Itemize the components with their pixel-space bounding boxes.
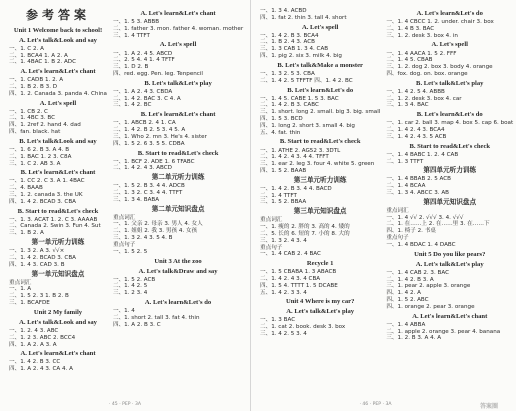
answer-line: 三、1. B 2. A	[9, 230, 44, 237]
section-heading: Unit 3 At the zoo	[154, 257, 202, 265]
answer-line: 一、1. 5 3. ABBB	[112, 19, 160, 26]
right-page-column-2	[383, 8, 516, 401]
answer-line: 一、1. 4 BDAC 1. 4 DABC	[386, 241, 456, 248]
answer-line: 二、1. BCA4 1. A 2. A	[9, 52, 68, 59]
answer-line: 四、fox. dog. on. box. orange	[386, 70, 468, 77]
answer-line: 一、1. 3 4. ACBD	[260, 8, 307, 14]
answer-line: 一、1. 瘦的 2. 胖的 3. 高的 4. 矮的	[260, 224, 350, 231]
answer-line: 二、1. 4 2. 5 TFFTF 四、1. 4 2. BC	[260, 77, 353, 84]
answer-line: 一、1. A 2. 4 5. ABCD	[112, 50, 173, 57]
answer-line: 二、1. 4 2. B 3. CABC	[260, 102, 319, 109]
answer-line: 一、1. ABCB 2. 4 1. CA	[112, 120, 176, 127]
answer-line: 三、1. 4 2. 5 3. 4	[260, 331, 307, 338]
page-footer: · 46 · PEP · 3A	[359, 402, 392, 408]
answer-line: 二、1. 4 2. B 3. A	[386, 276, 434, 283]
answer-line: 四、1. long 2. short 3. small 4. big	[260, 122, 355, 129]
answer-line: 一、1. 4 2. B 3. CC	[9, 359, 61, 366]
answer-line: 三、1. pear 2. apple 3. orange	[386, 283, 471, 290]
section-heading: B. Start to read&Let's check	[137, 149, 219, 157]
answer-line: 四、1. 4 2. A	[386, 290, 421, 297]
answer-line: 三、1. 3 4. BAC	[386, 102, 429, 109]
right-page-column-1	[257, 8, 383, 401]
answer-line: 二、1. 4 2. 5	[112, 283, 148, 290]
section-heading: A. Let's learn&Let's chant	[20, 68, 96, 76]
section-heading: B. Let's talk&Make a monster	[277, 61, 363, 69]
answer-line: 二、1. 5 2. 3 1. B 2. B	[9, 293, 69, 300]
answer-line: 二、2. 5 4. 4 1. 4 TFTF	[112, 57, 175, 64]
answer-line: 二、1. 4 2. BAC 3. C 4. A	[112, 95, 181, 102]
answer-line: 一、1. 父亲 2. 母亲 3. 男人 4. 女人	[112, 221, 203, 228]
answer-line: 四、1. A 2. A 3. A	[9, 341, 57, 348]
answer-line: 四、1. A 2. 4 3. CA 4. A	[9, 366, 73, 373]
answer-line: 四、1. pig 2. six 3. milk 4. big	[260, 53, 342, 60]
answer-line: 一、1. 3. ACAT 1. 2. C 3. AAAAB	[9, 216, 98, 223]
section-heading: B. Start to read&Let's check	[279, 138, 361, 146]
section-heading: 第二单元听力训练	[151, 174, 205, 182]
answer-line: 三、1. 4 TTFT	[112, 32, 150, 39]
answer-line: 一、1. 5 2. 5	[112, 248, 148, 255]
answer-line: 一、1. 3 BAC	[260, 317, 296, 324]
answer-line: 二、1. 4 BCAA	[386, 183, 426, 190]
answer-line: 一、1. 4 AACA 1. 5 2. FFF	[386, 50, 457, 57]
answer-line: 四、1. 5 2. BAAB	[260, 167, 307, 174]
section-heading: B. Start to read&Let's check	[409, 142, 491, 150]
answer-line: 一、1. 4 2. 5 4. ABBB	[386, 88, 445, 95]
answer-line: 二、1. 3 2. C 3. 4 4. TTFT	[112, 190, 183, 196]
answer-line: 一、1. 3 2. A 3. √√×	[9, 248, 65, 255]
answer-line: 三、1. 4 2. 4 3. 5 ACB	[386, 133, 447, 140]
section-heading: 第三单元知识盘点	[293, 208, 347, 216]
answer-line: 三、1. 3 2. 4 3. 5 4. B	[112, 235, 173, 242]
answer-line: 二、1. 姐姐 2. 我 3. 男孩 4. 女孩	[112, 228, 198, 235]
right-page	[250, 0, 514, 411]
answer-line: 五、4. fat. thin	[260, 129, 301, 136]
section-heading: A. Let's spell	[301, 23, 339, 31]
section-heading: A. Let's learn&Let's chant	[412, 312, 488, 320]
answer-line: 一、1. 4 5. CABE 1. 5 3. BAC	[260, 95, 339, 102]
answer-line: 一、1. CC 2. C 3. A 1. 4BAC	[9, 178, 85, 185]
section-heading: B. Let's talk&Look and say	[19, 137, 97, 145]
section-heading: B. Let's learn&Let's chant	[140, 111, 216, 119]
section-heading: 第一单元知识盘点	[31, 270, 85, 278]
page-footer: · 45 · PEP · 3A	[108, 402, 142, 408]
answer-line: 二、1. BAC 1. 2 3. C8A	[9, 153, 72, 160]
section-heading: B. Start to read&Let's check	[17, 207, 99, 215]
answer-line: 一、1. 4 2. B 3. BCA4	[260, 32, 319, 39]
answer-line: 二、1. 4BC 3. BC	[9, 115, 56, 122]
answer-line: 一、1. 4 CAB 2. 4 BAC	[260, 251, 321, 258]
answer-line: 一、1. 5 CBABA 1. 3 ABACB	[260, 269, 337, 276]
answer-line: 一、1. 3 2. 5 3. CBA	[260, 70, 315, 77]
section-heading: A. Let's talk&Let's play	[415, 260, 484, 268]
answer-line: 三、1. ear 2. leg 3. four 4. white 5. green	[260, 161, 375, 168]
watermark: 答案圈	[479, 402, 498, 410]
answer-line: 三、1. 3 4. ABCC 3. AB	[386, 190, 450, 196]
answer-line: 三、1. 2. dog 2. box 3. body 4. orange	[386, 64, 493, 71]
section-heading: Unit 1 Welcome back to school!	[13, 26, 103, 34]
section-heading: B. Let's talk&Let's play	[144, 79, 212, 87]
answer-line: 三、1. 5 2. BBAA	[260, 199, 307, 206]
section-heading: A. Let's talk&Draw and say	[138, 267, 218, 275]
section-heading: A. Let's talk&Look and say	[19, 318, 97, 326]
answer-line: 三、1. BCAFDE	[9, 300, 50, 307]
section-heading: A. Let's spell	[39, 99, 77, 107]
answer-line: 四、1. 2ref 2. hand 4. dad	[9, 122, 81, 129]
left-page-column-2	[110, 8, 246, 401]
answer-line: 一、1. car 2. ball 3. map 4. box 5. cap 6. boat	[386, 120, 514, 127]
answer-line: 四、1. 5 2. ABC	[386, 297, 429, 304]
answer-line: 二、4. BAAB	[9, 185, 43, 192]
answer-line: 一、1. 4 ABBA	[386, 321, 426, 328]
answer-line: 一、1. 6 2. B 3. A 4. B	[9, 146, 70, 153]
section-heading: Unit 5 Do you like pears?	[414, 250, 486, 258]
answer-line: 重点句子	[386, 235, 409, 242]
answer-line: 二、1. 4 B 3. BAC	[386, 25, 435, 32]
section-heading: A. Let's talk&Look and say	[19, 36, 97, 44]
answer-line: 二、1. 4 TTFT	[260, 192, 297, 199]
column-content	[9, 27, 107, 373]
answer-line: 二、1. apple 2. orange 3. pear 4. banana	[386, 328, 501, 335]
answer-line: 重点词汇	[112, 214, 136, 221]
answer-line: 一、1. A	[9, 286, 32, 293]
answer-line: 一、1. 4 CBCC 1. 2. under. chair 3. box	[386, 19, 494, 26]
answer-line: 一、1. 4 2. B 3. 4 4. BACD	[260, 185, 332, 192]
section-heading: B. Let's learn&Let's do	[287, 86, 354, 94]
page-title: 参考答案	[25, 8, 90, 22]
section-heading: 第二单元知识盘点	[151, 205, 205, 213]
column-content	[386, 10, 513, 342]
answer-line: 二、1. 在……上 2. 在……里 3. 在……下	[386, 221, 490, 228]
answer-line: 四、1. orange 2. pear 3. orange	[386, 303, 475, 310]
section-heading: A. Let's learn&Let's chant	[140, 10, 216, 17]
answer-line: 一、1. 4 √√ 2. √√√ 3. 4. √√√	[386, 214, 464, 221]
answer-line: 一、1. 5 2. B 3. 4 4. ADCB	[112, 183, 185, 190]
answer-line: 重点词汇	[260, 217, 283, 224]
answer-line: 五、1. 4 2. 3 3. 4	[260, 289, 307, 296]
answer-line: 二、1. 2 3. ABC 2. BCC4	[9, 334, 76, 341]
answer-line: 二、1. 4 2. 4 3. ABCD	[112, 165, 172, 172]
section-heading: A. Let's spell	[159, 41, 197, 49]
answer-line: 四、1. A 2. B 3. C	[112, 321, 161, 328]
section-heading: B. Let's learn&Let's do	[416, 111, 483, 119]
answer-line: 三、1. 2 3. 4	[112, 290, 148, 297]
section-heading: 第四单元知识盘点	[423, 198, 477, 206]
answer-line: 二、1. 4 5. CBAB	[386, 57, 433, 64]
section-heading: A. Let's talk&Let's play	[286, 308, 355, 316]
answer-line: 二、1. 4BAC 1. B 2. ADC	[9, 59, 76, 66]
answer-line: 二、1. 2. desk 3. box 4. car	[386, 95, 462, 102]
section-heading: 第三单元听力训练	[293, 176, 347, 184]
answer-line: 一、1. 4 CAB 2. 3. BAC	[386, 269, 450, 276]
answer-line: 三、1. Who 2. mn 3. He's 4. sister	[112, 133, 207, 140]
section-heading: A. Let's learn&Let's do	[144, 299, 212, 307]
answer-line: 一、1. 2. 4 3. ABC	[9, 327, 59, 334]
answer-line: 二、5. 长的 6. 短的 7. 小的 8. 大的	[260, 230, 350, 237]
answer-line: 三、1. 3 CAB 1. 3 4. CAB	[260, 46, 329, 53]
answer-line: 三、1. short. long 2. small. big 3. big. small	[260, 109, 381, 116]
section-heading: B. Let's talk&Let's play	[416, 79, 484, 87]
answer-line: 一、1. ATHE 2. AG52 3. 3DTL	[260, 147, 341, 154]
answer-line: 三、1. 3 2. 4 3. 4	[260, 237, 307, 244]
answer-line: 四、fan. black. hat	[9, 129, 61, 136]
answer-line: 二、1. father 3. mon. father 4. woman. mother	[112, 25, 244, 32]
answer-line: 三、1. D 2. B	[112, 64, 149, 71]
answer-line: 二、Canada 2. Swin 3. Fun 4. Sut	[9, 223, 101, 230]
answer-line: 一、1. 4 BABC 1. 2. 4 CAB	[386, 151, 459, 158]
answer-line: 二、1. B 2. B 3. D	[9, 83, 58, 90]
answer-line: 四、1. 5 2. 6 3. 5 5. CDBA	[112, 140, 185, 147]
answer-line: 一、1. BCF 2. ADE 1. 6 TFABC	[112, 158, 195, 165]
answer-line: 三、1. C 2. AB 3. A	[9, 160, 61, 167]
answer-line: 四、1. 5 3. BCD	[260, 116, 303, 123]
answer-line: 三、1. 2. B 3. A 4. A	[386, 335, 442, 342]
section-heading: Recycle 1	[306, 260, 334, 268]
answer-line: 一、1. CADB 1. 2. A	[9, 77, 64, 84]
answer-line: 二、1. B 2. 4 3. ACB	[260, 39, 315, 46]
answer-line: 一、1. CB 2. C	[9, 108, 48, 115]
answer-line: 二、1. 3 TTFT	[386, 158, 424, 165]
answer-line: 一、1. 5 2. ACB	[112, 276, 156, 283]
answer-line: 重点句子	[112, 241, 136, 248]
section-heading: Unit 4 Where is my car?	[285, 298, 355, 306]
section-heading: A. Let's learn&Let's chant	[20, 350, 96, 358]
section-heading: A. Let's learn&Let's do	[416, 10, 483, 17]
section-heading: 第一单元听力训练	[31, 239, 85, 247]
section-heading: 第四单元听力训练	[423, 167, 477, 175]
answer-line: 四、1. fat 2. thin 3. tall 4. short	[260, 14, 347, 21]
answer-line: 四、1. 5 4. TTTT 1. 5 DCABE	[260, 282, 338, 289]
answer-line: 重点词汇	[386, 207, 409, 214]
column-content	[260, 8, 380, 338]
answer-line: 二、1. 4 2. B 2. 5 3. 4 5. A	[112, 127, 186, 134]
answer-line: 三、1. 3 4. BABA	[112, 196, 160, 203]
answer-line: 一、1. 4	[112, 308, 135, 315]
answer-line: 二、1. short 2. tall 3. fat 4. thin	[112, 314, 200, 321]
answer-line: 四、red. egg. Pen. leg. Tenpencil	[112, 70, 203, 77]
answer-line: 二、1. 4 2. 4 3. BCA4	[386, 127, 445, 134]
left-page-column-1	[6, 8, 110, 401]
left-page	[0, 0, 250, 411]
answer-line: 三、1. 2. desk 3. box 4. in	[386, 32, 458, 39]
section-heading: Unit 2 My family	[33, 308, 83, 316]
answer-line: 四、1. 2. Canada 3. panda 4. China	[9, 90, 107, 97]
answer-line: 一、1. 4 BBAB 2. 5 ACB	[386, 176, 452, 183]
answer-line: 三、1. 4 2. BC	[112, 102, 152, 109]
section-heading: B. Let's learn&Let's chant	[20, 169, 96, 177]
answer-line: 重点句子	[260, 244, 283, 251]
answer-line: 四、1. 4 2. BCAD 3. CBA	[9, 198, 76, 205]
answer-line: 一、1. A 2. 4 3. CBDA	[112, 88, 173, 95]
answer-line: 二、1. 4 2. 4 3. 4 CBA	[260, 275, 321, 282]
answer-line: 二、1. 4 2. BCAD 3. CBA	[9, 254, 76, 261]
column-content	[113, 10, 243, 329]
section-heading: A. Let's spell	[431, 41, 468, 49]
answer-line: 一、1. C 2. A	[9, 45, 44, 52]
answer-line: 四、1. 4 3. CAD 3. B	[9, 261, 65, 268]
answer-line: 二、1. cat 2. book. desk 3. box	[260, 324, 346, 331]
answer-line: 二、1. 4 2. 4 3. 4 4. TFFT	[260, 154, 329, 161]
answer-line: 三、1. 2. canada 3. the UK	[9, 192, 83, 198]
answer-line: 重点词汇	[9, 279, 32, 286]
answer-line: 四、1. 椅子 2. 书桌	[386, 228, 436, 235]
